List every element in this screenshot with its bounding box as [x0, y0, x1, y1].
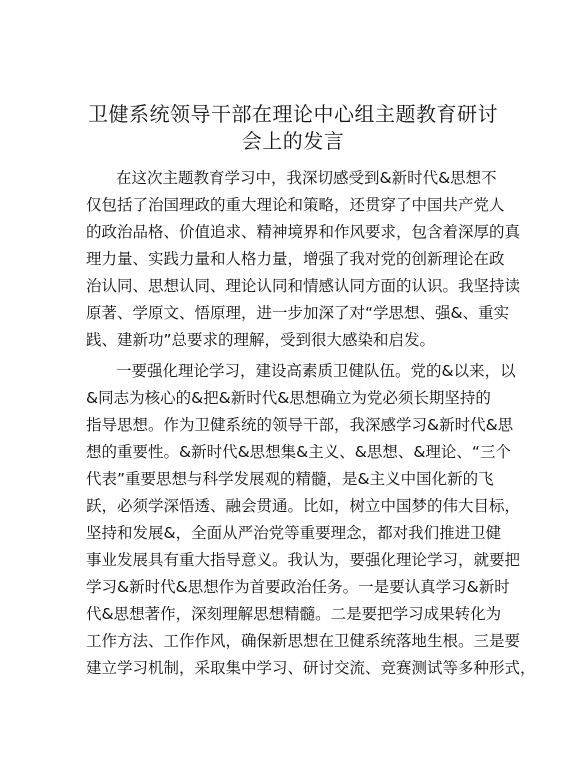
paragraph-2-line-5: 代表”重要思想与科学发展观的精髓，是&主义中国化新的飞 — [86, 470, 494, 488]
paragraph-2-line-11: 工作方法、工作作风，确保新思想在卫健系统落地生根。三是要 — [86, 632, 521, 650]
paragraph-2-line-8: 事业发展具有重大指导意义。我认为，要强化理论学习，就要把 — [86, 551, 521, 569]
paragraph-1-line-1: 在这次主题教育学习中，我深切感受到&新时代&思想不 — [116, 169, 497, 187]
paragraph-2-line-9: 学习&新时代&思想作为首要政治任务。一是要认真学习&新时 — [86, 578, 510, 596]
paragraph-2-line-3: 指导思想。作为卫健系统的领导干部，我深感学习&新时代&思 — [86, 416, 514, 434]
document-title-line-2: 会上的发言 — [241, 129, 345, 153]
paragraph-1-line-7: 践、建新功”总要求的理解，受到很大感染和启发。 — [86, 331, 436, 349]
paragraph-1-line-2: 仅包括了治国理政的重大理论和策略，还贯穿了中国共产党人 — [86, 196, 505, 214]
paragraph-2-line-4: 想的重要性。&新时代&思想集&主义、&思想、&理论、“三个 — [86, 443, 511, 461]
paragraph-2-line-10: 代&思想著作，深刻理解思想精髓。二是要把学习成果转化为 — [86, 605, 502, 623]
paragraph-1-line-3: 的政治品格、价值追求、精神境界和作风要求，包含着深厚的真 — [86, 223, 521, 241]
paragraph-2-line-1: 一要强化理论学习，建设高素质卫健队伍。党的&以来，以 — [116, 362, 516, 380]
document-title-line-1: 卫健系统领导干部在理论中心组主题教育研讨 — [88, 102, 498, 126]
paragraph-2-line-2: &同志为核心的&把&新时代&思想确立为党必须长期坚持的 — [86, 389, 491, 407]
paragraph-2-line-12: 建立学习机制，采取集中学习、研讨交流、竞赛测试等多种形式， — [86, 659, 536, 677]
paragraph-2-line-6: 跃，必须学深悟透、融会贯通。比如，树立中国梦的伟大目标， — [86, 497, 521, 515]
paragraph-2-line-7: 坚持和发展&，全面从严治党等重要理念，都对我们推进卫健 — [86, 524, 502, 542]
paragraph-1-line-4: 理力量、实践力量和人格力量，增强了我对党的创新理论在政 — [86, 250, 505, 268]
paragraph-1-line-6: 原著、学原文、悟原理，进一步加深了对“学思想、强&、重实 — [86, 304, 510, 322]
paragraph-1-line-5: 治认同、思想认同、理论认同和情感认同方面的认识。我坚持读 — [86, 277, 521, 295]
